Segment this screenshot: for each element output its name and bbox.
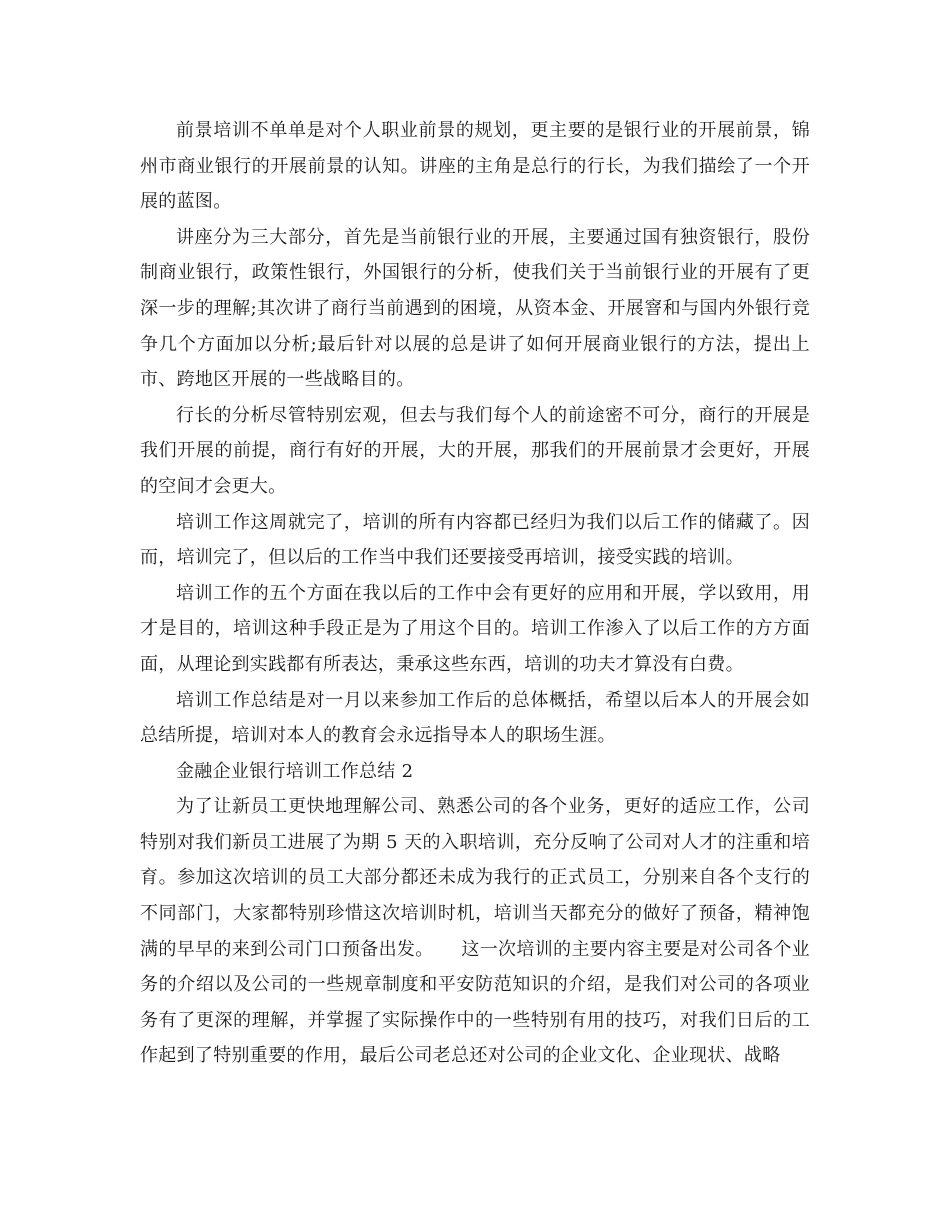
document-body: [140, 113, 810, 1074]
paragraph-5: 培训工作的五个方面在我以后的工作中会有更好的应用和开展，学以致用，用才是目的，培训这种手段正是为了用这个目的。培训工作渗入了以后工作的方方面面，从理论到实践都有所表达，秉承这些东西，培训的功夫才算没有白费。: [140, 582, 810, 675]
paragraph-2: 讲座分为三大部分，首先是当前银行业的开展，主要通过国有独资银行，股份制商业银行，政策性银行，外国银行的分析，使我们关于当前银行业的开展有了更深一步的理解;其次讲了商行当前遇到的困境，从资本金、开展窨和与国内外银行竞争几个方面加以分析;最后针对以展的总是讲了如何开展商业银行的方法，提出上市、跨地区开展的一些战略目的。: [140, 226, 810, 391]
paragraph-4: 培训工作这周就完了，培训的所有内容都已经归为我们以后工作的储藏了。因而，培训完了，但以后的工作当中我们还要接受再培训，接受实践的培训。: [140, 511, 810, 569]
paragraph-1: 前景培训不单单是对个人职业前景的规划，更主要的是银行业的开展前景，锦州市商业银行的开展前景的认知。讲座的主角是总行的行长，为我们描绘了一个开展的蓝图。: [140, 120, 810, 213]
paragraph-6: 培训工作总结是对一月以来参加工作后的总体概括，希望以后本人的开展会如总结所提，培训对本人的教育会永远指导本人的职场生涯。: [140, 689, 810, 747]
paragraph-3: 行长的分析尽管特别宏观，但去与我们每个人的前途密不可分，商行的开展是我们开展的前提，商行有好的开展，大的开展，那我们的开展前景才会更好，开展的空间才会更大。: [140, 404, 810, 497]
paragraph-7: 为了让新员工更快地理解公司、熟悉公司的各个业务，更好的适应工作，公司特别对我们新员工进展了为期 5 天的入职培训，充分反响了公司对人才的注重和培育。参加这次培训的员工大部分都还未成为我行的正式员工，分别来自各个支行的不同部门，大家都特别珍惜这次培训时机，培训当天都充分的做好了预备，精神饱满的早早的来到公司门口预备出发。 这一次培训的主要内容主要是对公司各个业务的介绍以及公司的一些规章制度和平安防范知识的介绍，是我们对公司的各项业务有了更深的理解，并掌握了实际操作中的一些特别有用的技巧，对我们日后的工作起到了特别重要的作用，最后公司老总还对公司的企业文化、企业现状、战略: [140, 796, 810, 1067]
section-title: 金融企业银行培训工作总结 2: [176, 760, 414, 782]
